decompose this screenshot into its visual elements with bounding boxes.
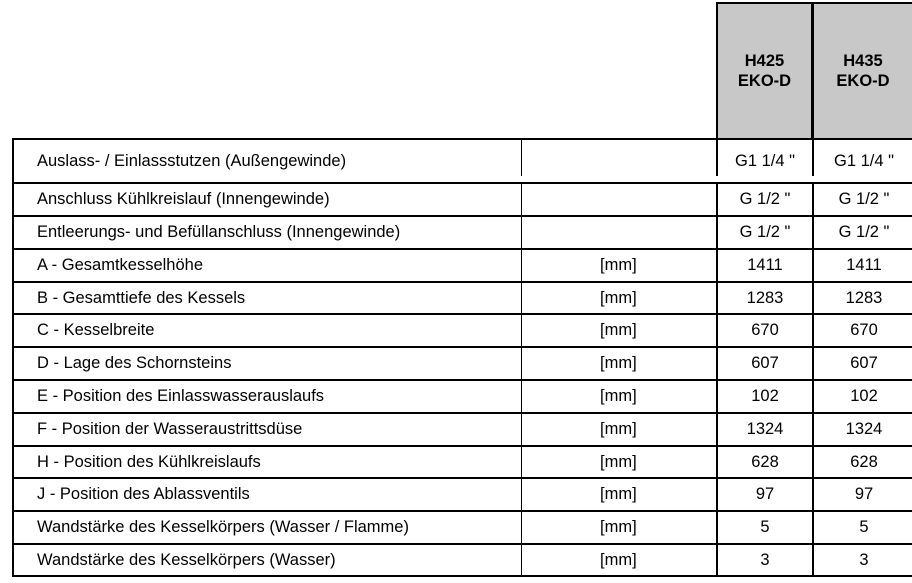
table-row (12, 477, 912, 510)
row-label: J - Position des Ablassventils (14, 479, 522, 510)
table-row (12, 445, 912, 477)
value-h435: 1324 (845, 420, 883, 438)
value-h435: 1411 (846, 256, 882, 274)
value-h425: 670 (718, 315, 814, 346)
row-unit: [mm] (522, 512, 718, 543)
table-row (12, 346, 912, 379)
row-label: Anschluss Kühlkreislauf (Innengewinde) (14, 184, 522, 215)
row-label: Entleerungs- und Befüllanschluss (Innengewinde) (14, 217, 522, 248)
row-unit: [mm] (522, 348, 718, 379)
value-h425: G 1/2 " (718, 184, 814, 215)
value-h425: 97 (718, 479, 814, 510)
value-h425: 628 (718, 447, 814, 477)
value-h435: 1283 (845, 288, 883, 307)
table-row (12, 281, 912, 313)
row-unit: [mm] (522, 414, 718, 445)
table-row (12, 412, 912, 445)
column-header-variant: EKO-D (836, 72, 890, 90)
value-h435: 102 (850, 387, 878, 405)
row-unit: [mm] (522, 250, 718, 281)
table-row (12, 313, 912, 346)
table-row (12, 543, 912, 577)
table-row (12, 248, 912, 281)
value-h435: G1 1/4 " (834, 151, 894, 170)
value-h425: 1324 (718, 414, 814, 445)
row-separator (12, 176, 912, 184)
column-header-h425 (716, 2, 813, 138)
value-h425: 3 (718, 545, 814, 575)
row-label: A - Gesamtkesselhöhe (14, 250, 522, 281)
value-h435: G 1/2 " (838, 223, 890, 241)
row-unit: [mm] (522, 545, 718, 575)
row-unit: [mm] (522, 479, 718, 510)
value-h435: G 1/2 " (838, 190, 890, 208)
row-unit: [mm] (522, 315, 718, 346)
column-header-variant: EKO-D (737, 72, 792, 90)
value-h435: 628 (850, 452, 878, 471)
value-h425: 1411 (718, 250, 814, 281)
row-unit: [mm] (522, 447, 718, 477)
row-unit (522, 184, 718, 215)
value-h425: G 1/2 " (718, 217, 814, 248)
value-h425: 607 (718, 348, 814, 379)
value-h435: 97 (854, 485, 874, 503)
table-row (12, 379, 912, 412)
row-label: C - Kesselbreite (14, 315, 522, 346)
row-label: B - Gesamttiefe des Kessels (14, 283, 522, 313)
row-unit (522, 217, 718, 248)
value-h435: 5 (859, 518, 869, 536)
row-unit: [mm] (522, 381, 718, 412)
row-label: D - Lage des Schornsteins (14, 348, 522, 379)
table-row (12, 215, 912, 248)
row-label: E - Position des Einlasswasserauslaufs (14, 381, 522, 412)
table-row (12, 182, 912, 215)
value-h425: 5 (718, 512, 814, 543)
value-h435: 607 (850, 354, 878, 372)
value-h425: 1283 (718, 283, 814, 313)
value-h425: G1 1/4 " (718, 140, 814, 182)
column-header-h435 (812, 2, 912, 138)
row-label: H - Position des Kühlkreislaufs (14, 447, 522, 477)
value-h435: 3 (859, 550, 869, 569)
row-label: Auslass- / Einlassstutzen (Außengewinde) (14, 140, 522, 182)
column-header-model: H435 (843, 52, 883, 70)
row-label: F - Position der Wasseraustrittsdüse (14, 414, 522, 445)
row-label: Wandstärke des Kesselkörpers (Wasser / Flamme) (14, 512, 522, 543)
value-h425: 102 (718, 381, 814, 412)
table-row (12, 510, 912, 543)
value-h435: 670 (850, 321, 878, 339)
row-unit: [mm] (522, 283, 718, 313)
row-label: Wandstärke des Kesselkörpers (Wasser) (14, 545, 522, 575)
column-header-model: H425 (744, 52, 785, 70)
